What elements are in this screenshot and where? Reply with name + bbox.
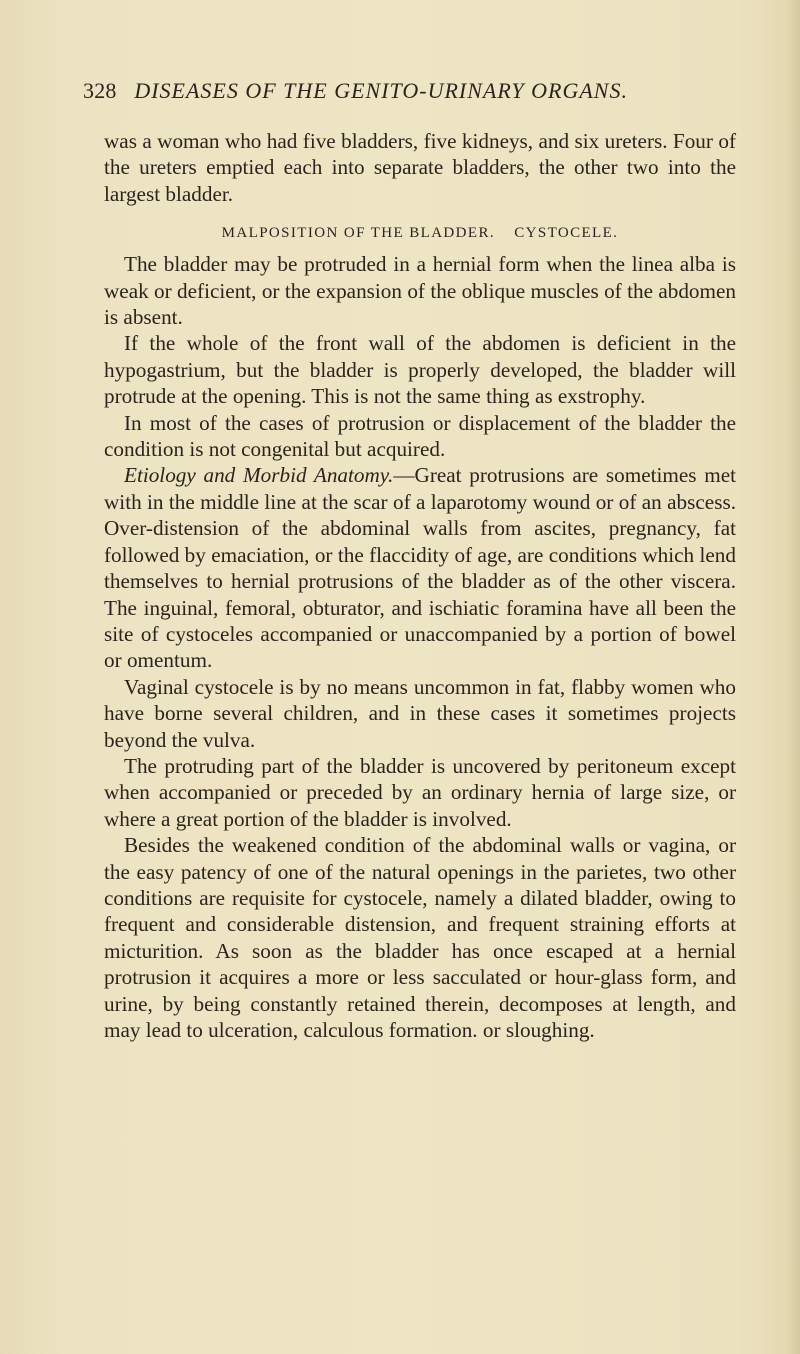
paragraph: Besides the weakened condition of the abdominal walls or vagina, or the easy patency of one of the natural openings in the parietes, two other conditions are requisite for cystocele, namely a dilated bladder, owing to frequent and considerable distension, and frequent straining efforts at micturition. As soon as the bladder has once escaped at a hernial protrusion it acquires a more or less sacculated or hour-glass form, and urine, by being constantly retained therein, decomposes at length, and may lead to ulceration, calculous formation. or sloughing.	[104, 833, 736, 1042]
paragraph: If the whole of the front wall of the abdomen is deficient in the hypogastrium, but the bladder is properly developed, the bladder will protrude at the opening. This is not the same thing as exstrophy.	[104, 331, 736, 409]
etiology-heading: Etiology and Morbid Anatomy.	[124, 463, 394, 488]
paragraph: In most of the cases of protrusion or displacement of the bladder the condition is not congenital but acquired.	[104, 410, 736, 462]
paragraph: Vaginal cystocele is by no means uncommon in fat, flabby women who have borne several children, and in these cases it sometimes projects beyond the vulva.	[104, 674, 736, 752]
paragraph: The protruding part of the bladder is uncovered by peritoneum except when accompanied or preceded by an ordinary hernia of large size, or where a great portion of the bladder is involved.	[104, 753, 736, 831]
paragraph-continuation: was a woman who had five bladders, five kidneys, and six ureters. Four of the ureters emptied each into separate bladders, the other two into the largest bladder.	[104, 129, 736, 206]
body-text	[104, 128, 736, 1043]
paragraph: The bladder may be protruded in a hernial form when the linea alba is weak or deficient, or the expansion of the oblique muscles of the abdomen is absent.	[104, 252, 736, 330]
running-title: DISEASES OF THE GENITO-URINARY ORGANS.	[134, 78, 628, 103]
section-heading-subtitle: CYSTOCELE.	[514, 225, 619, 242]
page-edge-shadow	[786, 0, 800, 1354]
section-heading-title: MALPOSITION OF THE BLADDER.	[221, 225, 496, 242]
page-number: 328	[83, 78, 117, 103]
etiology-text: —Great protrusions are sometimes met with in the middle line at the scar of a laparotomy wound or of an abscess. Over-distension of the abdominal walls from ascites, pregnancy, fat followed by emaciation, or the flaccidity of age, are conditions which lend themselves to hernial protrusions of the bladder as of the other viscera. The inguinal, femoral, obturator, and ischiatic foramina have all been the site of cystoceles accompanied or unaccompanied by a portion of bowel or omentum.	[104, 463, 737, 673]
page-header	[83, 78, 723, 118]
paragraph-etiology	[104, 462, 736, 673]
section-heading	[104, 223, 736, 243]
